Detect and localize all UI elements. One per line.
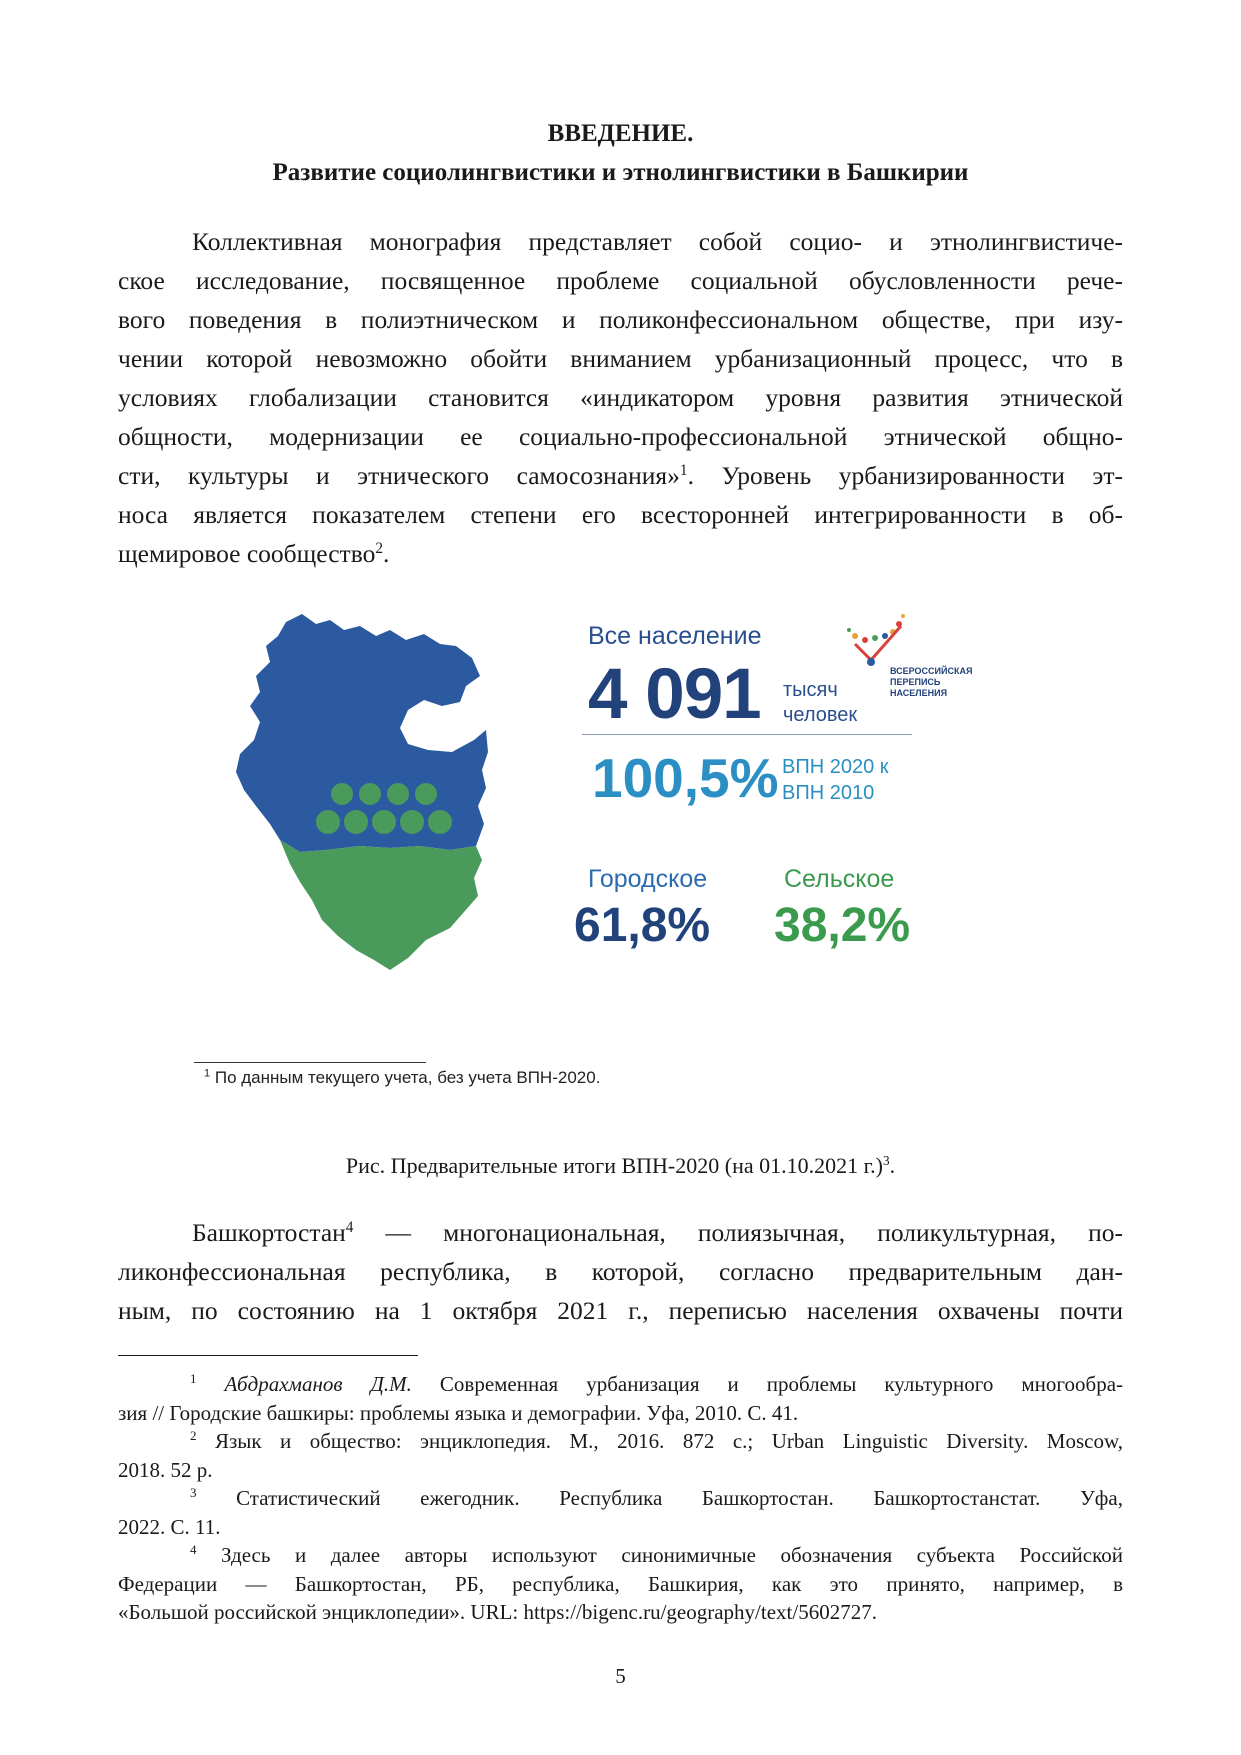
- figure-caption: Рис. Предварительные итоги ВПН-2020 (на 01.10.2021 г.)$^3$.: [345, 1153, 896, 1178]
- paragraph-intro: [118, 222, 1123, 573]
- text-line: сти, культуры и этнического самосознания»$^1$. Уровень урбанизированности эт-: [118, 461, 1123, 490]
- text-line: ское исследование, посвященное проблеме социальной обусловленности рече-: [118, 266, 1123, 295]
- footnote-ref: 4: [345, 1218, 354, 1236]
- footnote-2: $^2$ Язык и общество: энциклопедия. М., 2016. 872 с.; Urban Linguistic Diversity. Moscow,: [190, 1428, 1123, 1453]
- footnote-ref: 1: [679, 461, 688, 479]
- footnote-3: $^3$ Статистический ежегодник. Республика Башкортостан. Башкортостанстат. Уфа,: [190, 1485, 1123, 1510]
- footnote-ref: 3: [882, 1153, 890, 1169]
- urban-label: Городское: [588, 865, 708, 893]
- footnote-ref: 2: [375, 539, 383, 557]
- footnote-4-cont: Федерации — Башкортостан, РБ, республика, Башкирия, как это принято, например, в: [118, 1571, 1123, 1596]
- text-line: ным, по состоянию на 1 октября 2021 г., переписью населения охвачены почти: [118, 1296, 1123, 1325]
- text-line: чении которой невозможно обойти вниманием урбанизационный процесс, что в: [118, 344, 1123, 373]
- footnote-2-cont: 2018. 52 p.: [118, 1457, 213, 1482]
- figure-note: $^1$ По данным текущего учета, без учета ВПН-2020.: [204, 1067, 601, 1087]
- population-unit: тысяч человек: [783, 679, 858, 726]
- bashkortostan-map: [230, 610, 520, 975]
- growth-ratio-label: ВПН 2020 к ВПН 2010: [782, 756, 889, 804]
- census-logo-text: ВСЕРОССИЙСКАЯ ПЕРЕПИСЬ НАСЕЛЕНИЯ: [890, 666, 973, 698]
- heading-subtitle: Развитие социолингвистики и этнолингвистики в Башкирии: [272, 159, 969, 186]
- footnotes: [118, 1370, 1123, 1627]
- footnote-4-cont: «Большой российской энциклопедии». URL: https://bigenc.ru/geography/text/5602727.: [118, 1600, 877, 1624]
- footnote-1-cont: зия // Городские башкиры: проблемы языка и демографии. Уфа, 2010. С. 41.: [118, 1400, 799, 1425]
- text-line: щемировое сообщество$^2$.: [118, 539, 390, 568]
- footnote-3-cont: 2022. С. 11.: [118, 1514, 221, 1539]
- text-line: носа является показателем степени его всесторонней интегрированности в об-: [118, 500, 1123, 529]
- text-line: Башкортостан$^4$ — многонациональная, полиязычная, поликультурная, по-: [192, 1218, 1123, 1247]
- population-value: 4 091: [588, 655, 761, 734]
- paragraph-bashkortostan: [118, 1213, 1123, 1330]
- footnote-4: $^4$ Здесь и далее авторы используют синонимичные обозначения субъекта Российской: [190, 1542, 1123, 1567]
- rural-label: Сельское: [784, 865, 895, 893]
- urban-value: 61,8%: [574, 899, 711, 952]
- all-population-label: Все население: [588, 622, 762, 650]
- footnote-1: $^1$ Абдрахманов Д.М. Современная урбанизация и проблемы культурного многообра-: [190, 1371, 1124, 1396]
- census-figure: [190, 600, 1050, 1100]
- text-line: ликонфессиональная республика, в которой, согласно предварительным дан-: [118, 1257, 1123, 1286]
- growth-ratio: 100,5%: [592, 747, 779, 809]
- rural-value: 38,2%: [774, 899, 911, 952]
- text-line: вого поведения в полиэтническом и поликонфессиональном обществе, при изу-: [118, 305, 1123, 334]
- map-rural-area: [280, 840, 482, 970]
- divider: [582, 734, 912, 735]
- page-number: 5: [615, 1664, 626, 1688]
- text-line: Коллективная монография представляет собой социо- и этнолингвистиче-: [192, 227, 1123, 256]
- figure-note-divider: [194, 1062, 426, 1063]
- footnote-divider: [118, 1355, 418, 1356]
- text-line: общности, модернизации ее социально-профессиональной этнической общно-: [118, 422, 1123, 451]
- heading-introduction: ВВЕДЕНИЕ.: [547, 120, 694, 147]
- text-line: условиях глобализации становится «индикатором уровня развития этнической: [118, 383, 1123, 412]
